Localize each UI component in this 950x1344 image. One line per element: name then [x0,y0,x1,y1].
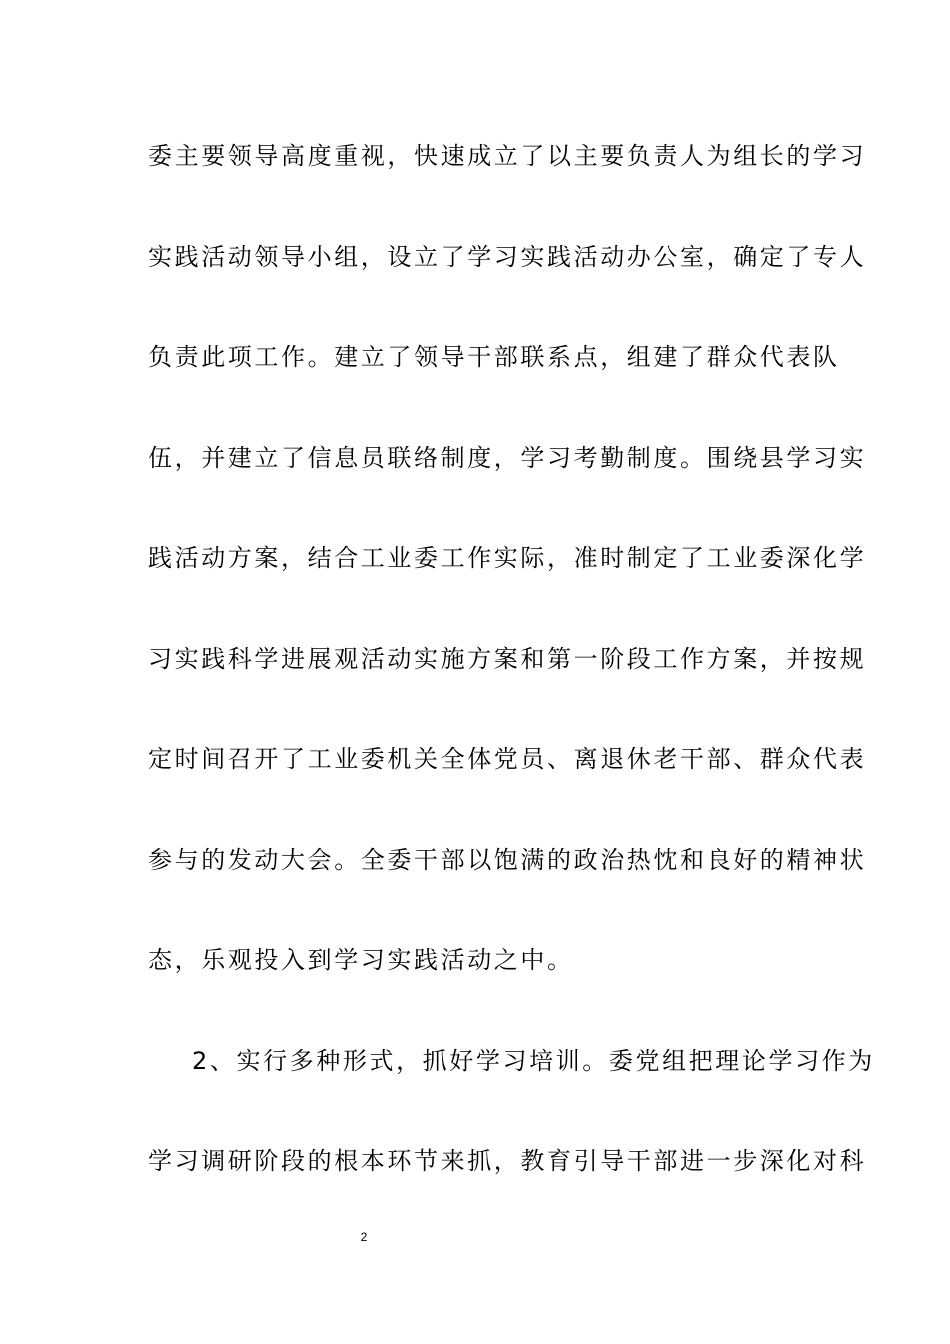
text-line: 参与的发动大会。全委干部以饱满的政治热忱和良好的精神状 [148,845,867,874]
text-line: 定时间召开了工业委机关全体党员、离退休老干部、群众代表 [148,745,867,773]
page-number: 2 [360,1230,368,1244]
text-line: 负责此项工作。建立了领导干部联系点，组建了群众代表队 [148,343,840,371]
text-line: 态，乐观投入到学习实践活动之中。 [148,946,574,974]
text-line: 伍，并建立了信息员联络制度，学习考勤制度。围绕县学习实 [148,443,867,472]
text-line-indented: 2、实行多种形式，抓好学习培训。委党组把理论学习作为 [192,1046,875,1075]
body-text [148,130,875,1236]
text-line: 学习调研阶段的根本环节来抓，教育引导干部进一步深化对科 [148,1147,867,1175]
text-line: 习实践科学进展观活动实施方案和第一阶段工作方案，并按规 [148,644,867,673]
text-line: 实践活动领导小组，设立了学习实践活动办公室，确定了专人 [148,242,867,271]
text-line: 委主要领导高度重视，快速成立了以主要负责人为组长的学习 [148,142,867,170]
text-line: 践活动方案，结合工业委工作实际，准时制定了工业委深化学 [148,544,867,572]
